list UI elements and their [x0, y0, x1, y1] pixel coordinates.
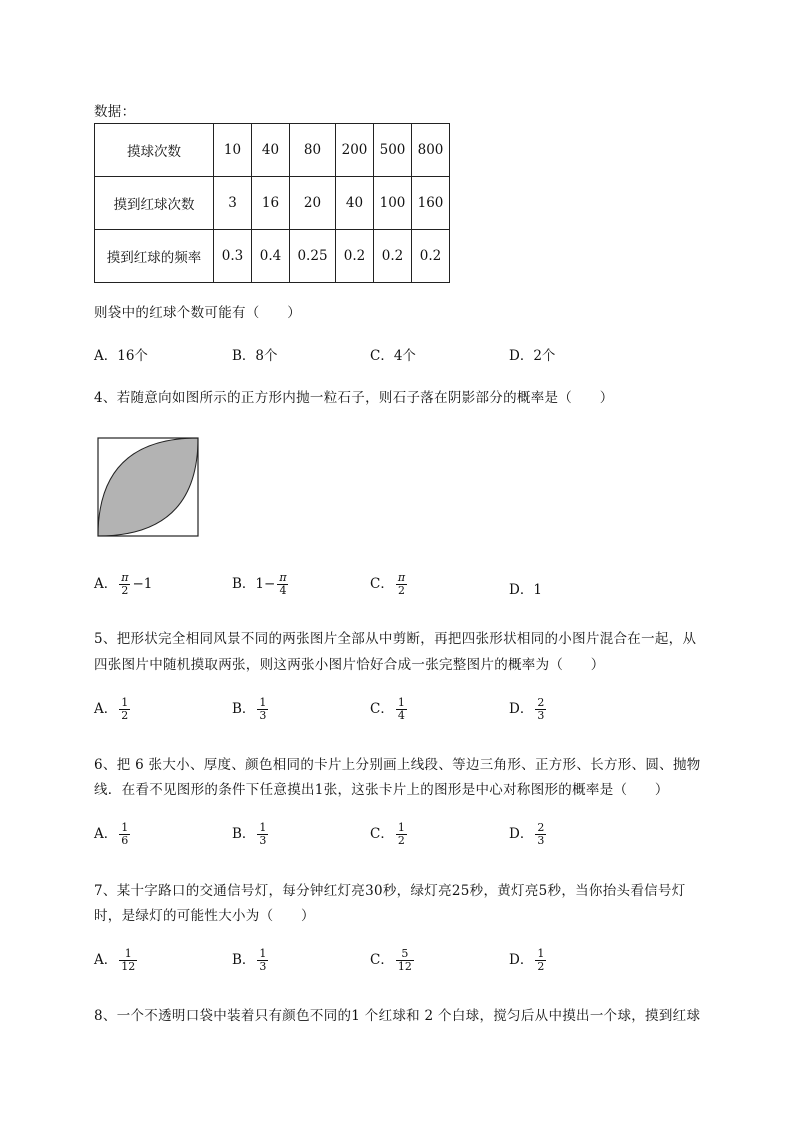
fraction	[396, 697, 407, 722]
numerator: 1	[259, 821, 267, 834]
denominator: 3	[537, 834, 545, 847]
table-cell: 20	[290, 177, 336, 230]
intro-text: 数据：	[94, 104, 136, 120]
q6-line-1: 6、把 6 张大小、厚度、颜色相同的卡片上分别画上线段、等边三角形、正方形、长方形、圆、抛物	[94, 757, 701, 773]
denominator: 2	[121, 709, 129, 722]
q7-option-a[interactable]	[94, 948, 139, 973]
q3-option-c[interactable]: C．4个	[370, 348, 416, 364]
table-row	[95, 124, 450, 177]
table-cell: 3	[214, 177, 252, 230]
q3-option-d[interactable]: D．2个	[509, 348, 556, 364]
table-cell: 80	[290, 124, 336, 177]
denominator: 2	[397, 834, 405, 847]
fraction	[119, 822, 130, 847]
option-label: C．	[370, 576, 394, 592]
table-cell: 40	[252, 124, 290, 177]
fraction	[257, 948, 268, 973]
numerator: 2	[537, 696, 545, 709]
numerator: π	[121, 571, 129, 584]
table-cell: 0.4	[252, 230, 290, 283]
q3-question: 则袋中的红球个数可能有（ ）	[94, 305, 301, 321]
q8-line-1: 8、一个不透明口袋中装着只有颜色不同的1 个红球和 2 个白球，搅匀后从中摸出一个球，摸到红球	[94, 1008, 701, 1024]
q5-option-b[interactable]	[232, 697, 270, 722]
option-label: C．	[370, 701, 394, 717]
fraction	[119, 697, 130, 722]
option-label: D．	[509, 952, 534, 968]
row-label: 摸到红球的频率	[95, 230, 214, 283]
table-cell: 10	[214, 124, 252, 177]
denominator: 3	[259, 960, 267, 973]
table-cell: 200	[336, 124, 374, 177]
denominator: 2	[397, 584, 405, 597]
option-label: A．	[94, 576, 118, 592]
q6-option-a[interactable]	[94, 822, 132, 847]
fraction	[257, 822, 268, 847]
numerator: 1	[124, 947, 132, 960]
option-label: B．1−	[232, 576, 276, 592]
fraction	[396, 948, 414, 973]
denominator: 3	[537, 709, 545, 722]
q4-option-d[interactable]: D．1	[509, 582, 542, 598]
q5-option-d[interactable]	[509, 697, 548, 722]
q7-line-1: 7、某十字路口的交通信号灯，每分钟红灯亮30秒，绿灯亮25秒，黄灯亮5秒，当你抬头看信号灯	[94, 883, 686, 899]
fraction	[396, 822, 407, 847]
table-cell: 100	[374, 177, 412, 230]
table-row	[95, 230, 450, 283]
numerator: 1	[121, 696, 129, 709]
q6-option-c[interactable]	[370, 822, 409, 847]
numerator: 2	[537, 821, 545, 834]
q5-line-1: 5、把形状完全相同风景不同的两张图片全部从中剪断，再把四张形状相同的小图片混合在一起，从	[94, 631, 697, 647]
q6-option-d[interactable]	[509, 822, 548, 847]
option-label: A．	[94, 826, 118, 842]
q5-option-c[interactable]	[370, 697, 409, 722]
option-label: B．	[232, 952, 256, 968]
table-cell: 160	[412, 177, 450, 230]
table-cell: 800	[412, 124, 450, 177]
q4-option-c[interactable]	[370, 572, 409, 597]
q4-option-b[interactable]	[232, 572, 291, 597]
q6-option-b[interactable]	[232, 822, 270, 847]
table-cell: 0.2	[374, 230, 412, 283]
denominator: 6	[121, 834, 129, 847]
denominator: 12	[121, 960, 136, 973]
square-leaf-figure	[96, 436, 200, 538]
option-label: D．	[509, 701, 534, 717]
q4-option-a[interactable]	[94, 572, 152, 597]
shaded-region	[98, 438, 198, 536]
option-label: A．	[94, 701, 118, 717]
option-label: D．	[509, 826, 534, 842]
option-suffix: −1	[132, 576, 153, 592]
option-label: A．	[94, 952, 118, 968]
table-cell: 0.25	[290, 230, 336, 283]
q3-option-b[interactable]: B．8个	[232, 348, 278, 364]
row-label: 摸球次数	[95, 124, 214, 177]
q6-line-2: 线．在看不见图形的条件下任意摸出1张，这张卡片上的图形是中心对称图形的概率是（ ）	[94, 782, 669, 798]
q7-option-c[interactable]	[370, 948, 416, 973]
fraction	[535, 697, 546, 722]
fraction	[119, 572, 130, 597]
fraction	[535, 948, 546, 973]
table-cell: 0.3	[214, 230, 252, 283]
numerator: π	[279, 571, 287, 584]
fraction	[257, 697, 268, 722]
numerator: π	[397, 571, 406, 584]
numerator: 1	[537, 947, 545, 960]
numerator: 1	[397, 696, 405, 709]
table-cell: 500	[374, 124, 412, 177]
denominator: 3	[259, 834, 267, 847]
numerator: 1	[259, 696, 267, 709]
table-cell: 0.2	[336, 230, 374, 283]
table-cell: 40	[336, 177, 374, 230]
table-cell: 16	[252, 177, 290, 230]
numerator: 1	[397, 821, 405, 834]
q7-option-d[interactable]	[509, 948, 548, 973]
option-label: B．	[232, 826, 256, 842]
numerator: 1	[121, 821, 129, 834]
numerator: 1	[259, 947, 267, 960]
denominator: 2	[537, 960, 545, 973]
row-label: 摸到红球次数	[95, 177, 214, 230]
option-label: C．	[370, 952, 394, 968]
numerator: 5	[401, 947, 409, 960]
option-label: B．	[232, 701, 256, 717]
table-row	[95, 177, 450, 230]
q3-option-a[interactable]: A．16个	[94, 348, 148, 364]
denominator: 2	[121, 584, 129, 597]
option-label: C．	[370, 826, 394, 842]
denominator: 12	[397, 960, 412, 973]
table-cell: 0.2	[412, 230, 450, 283]
q7-option-b[interactable]	[232, 948, 270, 973]
fraction	[535, 822, 546, 847]
q4-question: 4、若随意向如图所示的正方形内抛一粒石子，则石子落在阴影部分的概率是（ ）	[94, 390, 614, 406]
fraction	[277, 572, 288, 597]
frequency-table	[94, 123, 450, 283]
denominator: 4	[397, 709, 405, 722]
fraction	[119, 948, 137, 973]
denominator: 3	[259, 709, 267, 722]
q7-line-2: 时，是绿灯的可能性大小为（ ）	[94, 908, 315, 924]
q5-line-2: 四张图片中随机摸取两张，则这两张小图片恰好合成一张完整图片的概率为（ ）	[94, 657, 605, 673]
fraction	[396, 572, 407, 597]
denominator: 4	[279, 584, 287, 597]
q5-option-a[interactable]	[94, 697, 132, 722]
